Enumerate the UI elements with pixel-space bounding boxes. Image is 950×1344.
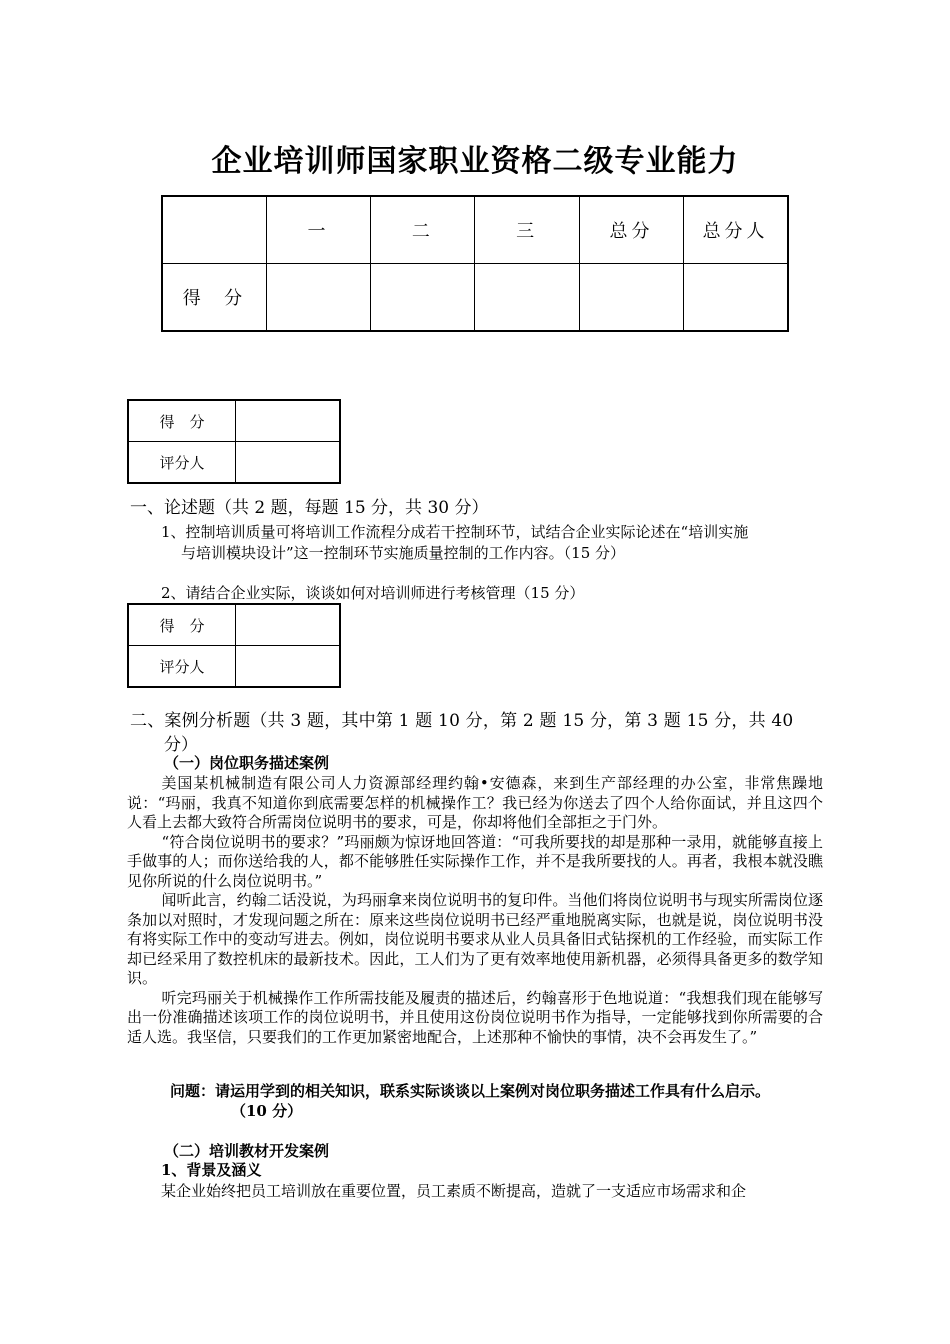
score-table-header-cell: 一 [266,196,370,264]
case1-paragraph: 闻听此言，约翰二话没说，为玛丽拿来岗位说明书的复印件。当他们将岗位说明书与现实所需岗位逐条加以对照时，才发现问题之所在：原来这些岗位说明书已经严重地脱离实际，也就是说，岗位说明书没有将实际工作中的变动写进去。例如，岗位说明书要求从业人员具备旧式钻探机的工作经验，而实际工作却已经采用了数控机床的最新技术。因此，工人们为了更有效率地使用新机器，必须得具备更多的数学知识。 [127,891,823,987]
score-table-header-row [162,196,788,264]
question-1-line-1: 1、控制培训质量可将培训工作流程分成若干控制环节，试结合企业实际论述在“培训实施 [161,523,749,541]
score-table-header-cell [162,196,266,264]
score-table-header-cell: 二 [371,196,475,264]
score-table-header-cell: 总分 [579,196,683,264]
score-cell[interactable] [475,264,579,332]
case1-title: （一）岗位职务描述案例 [164,754,330,772]
page-title: 企业培训师国家职业资格二级专业能力 [211,144,739,179]
section1-score-box [127,399,341,484]
case2-title: （二）培训教材开发案例 [164,1142,330,1160]
score-label: 得 分 [128,604,236,646]
grader-cell[interactable] [236,442,341,484]
score-table-header-cell: 总分人 [684,196,788,264]
score-cell[interactable] [684,264,788,332]
score-cell[interactable] [579,264,683,332]
score-cell[interactable] [371,264,475,332]
section2-score-box [127,603,341,688]
score-table [161,195,789,332]
score-table-header-cell: 三 [475,196,579,264]
case1-paragraph: 美国某机械制造有限公司人力资源部经理约翰•安德森，来到生产部经理的办公室，非常焦躁地说：“玛丽，我真不知道你到底需要怎样的机械操作工？我已经为你送去了四个人给你面试，并且这四个人看上去都大致符合所需岗位说明书的要求，可是，你却将他们全部拒之于门外。 [127,774,823,831]
score-cell[interactable] [266,264,370,332]
case1-paragraph: “符合岗位说明书的要求？”玛丽颇为惊讶地回答道：“可我所要找的却是那种一录用，就能够直接上手做事的人；而你送给我的人，都不能够胜任实际操作工作，并不是我所要找的人。再者，我根本就没瞧见你所说的什么岗位说明书。” [127,832,823,890]
grader-cell[interactable] [236,646,341,688]
section2-heading-line-1: 二、案例分析题（共 3 题，其中第 1 题 10 分，第 2 题 15 分，第 3 题 15 分，共 40 [130,711,794,731]
case2-text: 某企业始终把员工培训放在重要位置，员工素质不断提高，造就了一支适应市场需求和企 [161,1182,747,1200]
case1-paragraph: 听完玛丽关于机械操作工作所需技能及履责的描述后，约翰喜形于色地说道：“我想我们现在能够写出一份准确描述该项工作的岗位说明书，并且使用这份岗位说明书作为指导，一定能够找到你所需要的合适人选。我坚信，只要我们的工作更加紧密地配合，上述那种不愉快的事情，决不会再发生了。” [127,988,823,1046]
score-table-score-row [162,264,788,332]
case1-question-line-2: （10 分） [231,1102,303,1120]
score-label: 得 分 [128,400,236,442]
section1-heading: 一、论述题（共 2 题，每题 15 分，共 30 分） [130,498,489,518]
section2-heading-line-2: 分） [164,735,198,755]
score-cell[interactable] [236,400,341,442]
case2-subtitle: 1、背景及涵义 [161,1161,262,1179]
score-cell[interactable] [236,604,341,646]
question-1-line-2: 与培训模块设计”这一控制环节实施质量控制的工作内容。（15 分） [181,544,626,562]
case1-body [127,774,823,1047]
score-row-label: 得 分 [162,264,266,332]
grader-label: 评分人 [128,646,236,688]
case1-question-line-1: 问题：请运用学到的相关知识，联系实际谈谈以上案例对岗位职务描述工作具有什么启示。 [170,1082,771,1100]
grader-label: 评分人 [128,442,236,484]
question-2: 2、请结合企业实际，谈谈如何对培训师进行考核管理（15 分） [161,584,585,602]
